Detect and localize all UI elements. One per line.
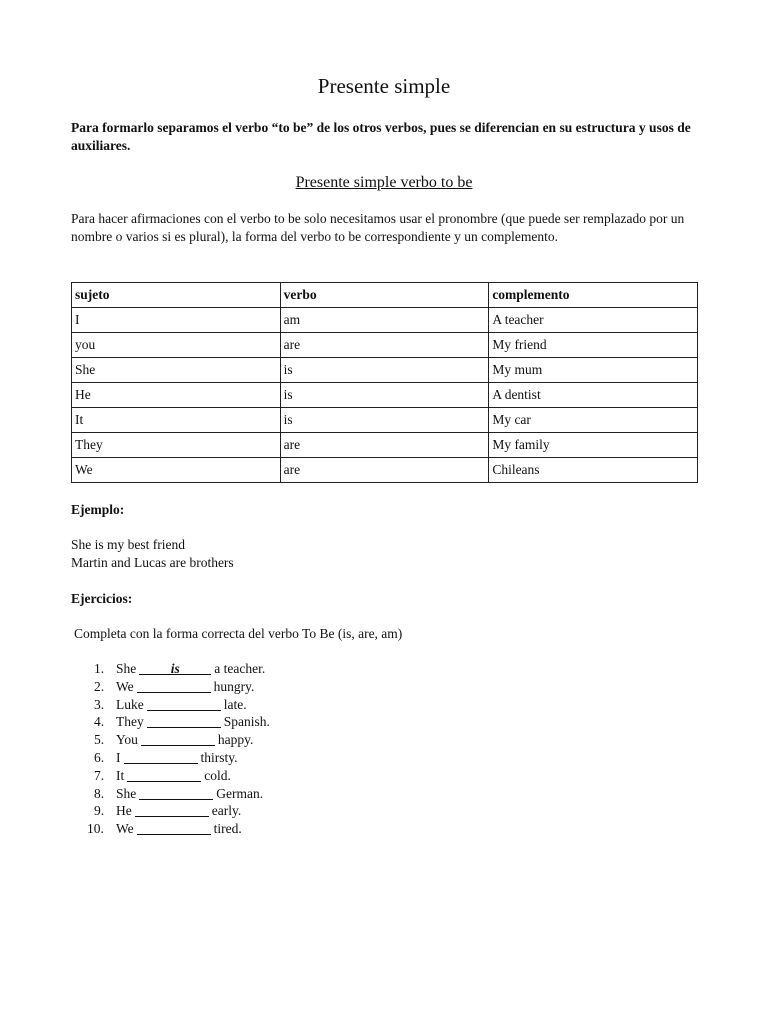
answer-blank (127, 767, 201, 782)
cell-verb: are (280, 458, 489, 483)
table-header-row (72, 283, 698, 308)
header-cell-complement: complemento (489, 283, 698, 308)
explanation-paragraph: Para hacer afirmaciones con el verbo to be solo necesitamos usar el pronombre (que puede ser remplazado por un nombre o varios si es plural), la forma del verbo to be correspondiente y un complemento. (71, 211, 685, 244)
example-line: She is my best friend (71, 537, 185, 552)
exercise-number: 4. (94, 714, 105, 730)
cell-subject: She (72, 358, 281, 383)
examples-block (71, 536, 234, 572)
answer-blank (135, 802, 209, 817)
cell-subject: He (72, 383, 281, 408)
exercise-number: 3. (94, 696, 105, 712)
page-title: Presente simple (317, 74, 451, 98)
cell-subject: It (72, 408, 281, 433)
cell-verb: is (280, 383, 489, 408)
cell-complement: A teacher (489, 308, 698, 333)
cell-subject: They (72, 433, 281, 458)
cell-verb: is (280, 408, 489, 433)
exercise-rest: Spanish. (223, 714, 270, 730)
exercise-subject: She (116, 785, 137, 801)
intro-paragraph: Para formarlo separamos el verbo “to be” de los otros verbos, pues se diferencian en su estructura y usos de auxiliares. (71, 120, 691, 153)
exercise-item (78, 678, 270, 696)
exercise-rest: early. (211, 803, 242, 819)
exercise-rest: a teacher. (214, 661, 266, 676)
exercise-number: 10. (87, 821, 104, 837)
table-row (72, 383, 698, 408)
example-line: Martin and Lucas are brothers (71, 555, 234, 570)
table-row (72, 308, 698, 333)
exercise-item (78, 767, 270, 785)
exercise-item (78, 785, 270, 803)
exercise-item (78, 731, 270, 749)
answer-blank: is (139, 660, 211, 675)
cell-complement: My mum (489, 358, 698, 383)
answer-blank (137, 678, 211, 693)
conjugation-table (71, 282, 698, 483)
exercise-item (78, 820, 270, 838)
exercise-subject: We (116, 821, 134, 837)
exercise-number: 6. (94, 749, 105, 765)
exercise-number: 7. (94, 767, 105, 783)
answer-blank (139, 785, 213, 800)
cell-verb: is (280, 358, 489, 383)
exercise-number: 8. (94, 785, 105, 801)
exercise-item (78, 696, 270, 714)
exercise-rest: German. (216, 785, 264, 801)
exercise-item (78, 713, 270, 731)
answer-blank (147, 713, 221, 728)
table-row (72, 433, 698, 458)
table-row (72, 358, 698, 383)
answer-blank (147, 696, 221, 711)
cell-complement: My family (489, 433, 698, 458)
exercise-subject: Luke (116, 696, 144, 712)
exercise-rest: late. (223, 696, 247, 712)
cell-complement: A dentist (489, 383, 698, 408)
exercise-subject: He (116, 803, 132, 819)
exercise-rest: hungry. (213, 678, 255, 694)
cell-subject: you (72, 333, 281, 358)
cell-verb: are (280, 433, 489, 458)
exercise-instruction: Completa con la forma correcta del verbo To Be (is, are, am) (74, 626, 403, 641)
exercise-number: 2. (94, 678, 105, 694)
cell-complement: My friend (489, 333, 698, 358)
exercise-subject: It (116, 767, 125, 783)
exercise-subject: She (116, 661, 137, 676)
cell-subject: We (72, 458, 281, 483)
exercise-item (78, 660, 270, 678)
exercise-rest: cold. (204, 767, 231, 783)
example-label: Ejemplo: (71, 502, 125, 517)
cell-verb: am (280, 308, 489, 333)
exercise-rest: tired. (213, 821, 242, 837)
exercise-list (78, 660, 270, 838)
header-cell-subject: sujeto (72, 283, 281, 308)
exercise-number: 9. (94, 803, 105, 819)
cell-complement: My car (489, 408, 698, 433)
cell-complement: Chileans (489, 458, 698, 483)
answer-blank (124, 749, 198, 764)
exercise-number: 1. (94, 661, 105, 676)
answer-blank (137, 820, 211, 835)
exercise-subject: You (116, 732, 138, 748)
exercise-subject: They (116, 714, 144, 730)
exercise-item (78, 802, 270, 820)
table-row (72, 333, 698, 358)
header-cell-verb: verbo (280, 283, 489, 308)
exercises-label: Ejercicios: (71, 591, 133, 606)
section-subtitle: Presente simple verbo to be (295, 174, 473, 191)
cell-subject: I (72, 308, 281, 333)
table-body (72, 308, 698, 483)
exercise-rest: happy. (217, 732, 254, 748)
exercise-subject: I (116, 749, 121, 765)
exercise-item (78, 749, 270, 767)
answer-blank (141, 731, 215, 746)
exercise-number: 5. (94, 732, 105, 748)
exercise-rest: thirsty. (200, 749, 238, 765)
table-row (72, 458, 698, 483)
table-row (72, 408, 698, 433)
exercise-subject: We (116, 678, 134, 694)
cell-verb: are (280, 333, 489, 358)
